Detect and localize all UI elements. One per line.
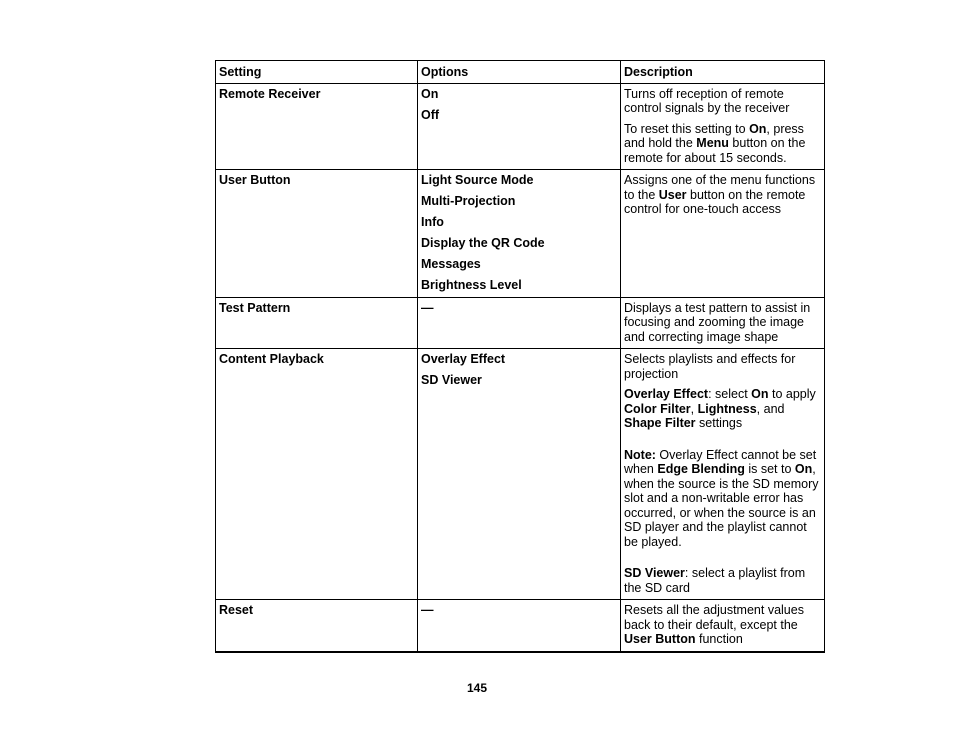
table-row <box>216 600 825 652</box>
options-cell <box>418 297 621 349</box>
description-text: Assigns one of the menu functions to the <box>624 173 816 202</box>
description-cell <box>621 83 825 170</box>
description-text: : select a playlist from the SD card <box>624 566 806 595</box>
option-item: Display the QR Code <box>421 236 545 250</box>
description-text: , <box>690 401 698 416</box>
description-text: Resets all the adjustment values back to their default, except the <box>624 603 804 632</box>
options-cell <box>418 83 621 170</box>
description-bold-text: Lightness <box>697 401 757 416</box>
option-item: Overlay Effect <box>421 352 506 366</box>
description-bold-text: User <box>658 187 687 202</box>
description-bold-text: On <box>751 387 769 401</box>
option-item: Off <box>421 107 440 122</box>
description-cell <box>621 297 825 349</box>
description-cell <box>621 349 825 600</box>
header-setting: Setting <box>216 61 418 84</box>
description-paragraph <box>624 173 821 217</box>
options-cell <box>418 170 621 298</box>
description-bold-text: Menu <box>696 136 729 150</box>
description-text: Overlay Effect cannot be set when <box>624 447 817 476</box>
page-number: 145 <box>466 681 488 695</box>
table-body <box>216 83 825 652</box>
description-cell <box>621 600 825 652</box>
table-row <box>216 297 825 349</box>
description-text: Turns off reception of remote control signals by the receiver <box>624 86 790 115</box>
description-text: Displays a test pattern to assist in focusing and zooming the image and correcting image shape <box>624 300 811 344</box>
description-bold-text: Color Filter <box>624 401 691 416</box>
setting-cell: Reset <box>216 600 418 652</box>
option-item: On <box>421 86 439 101</box>
table-row <box>216 349 825 600</box>
option-item: Brightness Level <box>421 278 522 292</box>
description-text: to apply <box>768 387 816 401</box>
description-text: , and <box>756 401 785 416</box>
description-bold-text: On <box>794 462 813 476</box>
options-cell <box>418 349 621 600</box>
setting-cell: Remote Receiver <box>216 83 418 170</box>
description-text: To reset this setting to <box>624 121 750 136</box>
option-item: Info <box>421 215 444 229</box>
description-text: button on the remote control for one-touch access <box>624 187 806 216</box>
setting-cell: Test Pattern <box>216 297 418 349</box>
description-paragraph <box>624 566 821 595</box>
description-bold-text: User Button <box>624 632 696 646</box>
description-text: settings <box>695 416 743 430</box>
header-options: Options <box>418 61 621 84</box>
description-bold-text: Edge Blending <box>657 462 745 476</box>
description-bold-text: Note: <box>624 447 656 462</box>
description-paragraph <box>624 301 821 345</box>
option-item: Multi-Projection <box>421 194 516 208</box>
description-bold-text: Overlay Effect <box>624 387 709 401</box>
table-header-row <box>216 61 825 84</box>
description-text: , press and hold the <box>624 121 804 150</box>
setting-cell: Content Playback <box>216 349 418 600</box>
description-paragraph <box>624 387 821 431</box>
description-bold-text: On <box>749 121 767 136</box>
description-paragraph <box>624 448 821 550</box>
description-text: function <box>695 632 743 646</box>
header-description: Description <box>621 61 825 84</box>
description-text: is set to <box>744 462 795 476</box>
description-bold-text: Shape Filter <box>624 416 696 430</box>
description-paragraph <box>624 122 821 166</box>
description-text: Selects playlists and effects for projection <box>624 352 796 381</box>
setting-cell: User Button <box>216 170 418 298</box>
option-item: Messages <box>421 257 481 271</box>
option-item: — <box>421 300 434 315</box>
description-paragraph <box>624 352 821 381</box>
table-row <box>216 83 825 170</box>
description-text: button on the remote for about 15 seconds. <box>624 136 806 165</box>
description-cell <box>621 170 825 298</box>
table-row <box>216 170 825 298</box>
options-cell <box>418 600 621 652</box>
settings-table <box>215 60 825 653</box>
option-item: — <box>421 603 434 617</box>
option-item: SD Viewer <box>421 373 482 387</box>
description-paragraph <box>624 87 821 116</box>
description-text: : select <box>708 387 752 401</box>
description-bold-text: SD Viewer <box>624 566 685 580</box>
option-item: Light Source Mode <box>421 173 534 187</box>
description-paragraph <box>624 603 821 647</box>
description-text: , when the source is the SD memory slot and a non-writable error has occurred, or when the source is an SD player and the playlist cannot be played. <box>624 462 819 549</box>
